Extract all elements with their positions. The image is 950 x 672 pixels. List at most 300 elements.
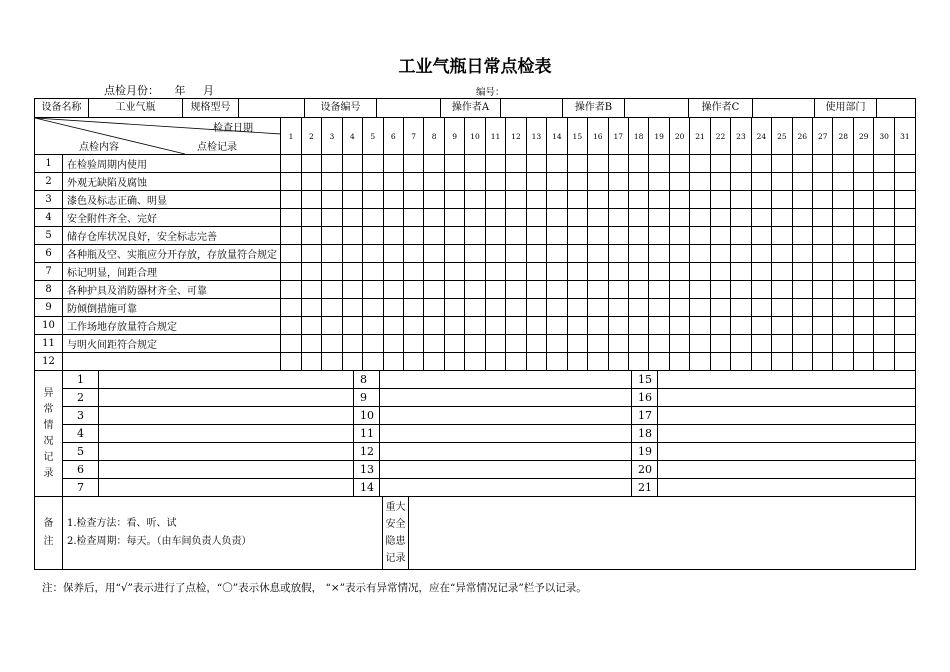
check-cell[interactable] [526, 155, 546, 173]
check-cell[interactable] [342, 227, 362, 245]
check-cell[interactable] [792, 191, 812, 209]
check-cell[interactable] [669, 263, 689, 281]
check-cell[interactable] [710, 173, 730, 191]
check-cell[interactable] [485, 299, 505, 317]
check-cell[interactable] [792, 173, 812, 191]
check-cell[interactable] [690, 173, 710, 191]
check-cell[interactable] [833, 209, 853, 227]
check-cell[interactable] [751, 335, 771, 353]
check-cell[interactable] [710, 317, 730, 335]
check-cell[interactable] [894, 299, 915, 317]
check-cell[interactable] [772, 227, 792, 245]
check-cell[interactable] [772, 155, 792, 173]
check-cell[interactable] [444, 317, 464, 335]
check-cell[interactable] [649, 227, 669, 245]
check-cell[interactable] [567, 263, 587, 281]
check-cell[interactable] [485, 209, 505, 227]
check-cell[interactable] [588, 281, 608, 299]
check-cell[interactable] [669, 281, 689, 299]
check-cell[interactable] [628, 155, 648, 173]
check-cell[interactable] [853, 299, 873, 317]
check-cell[interactable] [710, 155, 730, 173]
check-cell[interactable] [342, 245, 362, 263]
check-cell[interactable] [506, 263, 526, 281]
check-cell[interactable] [301, 245, 321, 263]
check-cell[interactable] [424, 263, 444, 281]
check-cell[interactable] [281, 335, 301, 353]
check-cell[interactable] [628, 353, 648, 371]
check-cell[interactable] [465, 353, 485, 371]
check-cell[interactable] [485, 353, 505, 371]
check-cell[interactable] [485, 317, 505, 335]
check-cell[interactable] [444, 245, 464, 263]
check-cell[interactable] [465, 245, 485, 263]
check-cell[interactable] [792, 353, 812, 371]
check-cell[interactable] [669, 335, 689, 353]
check-cell[interactable] [792, 281, 812, 299]
check-cell[interactable] [485, 263, 505, 281]
check-cell[interactable] [424, 281, 444, 299]
check-cell[interactable] [772, 191, 792, 209]
check-cell[interactable] [588, 155, 608, 173]
abnormal-entry[interactable] [99, 461, 354, 478]
check-cell[interactable] [588, 263, 608, 281]
check-cell[interactable] [813, 173, 833, 191]
check-cell[interactable] [322, 299, 342, 317]
check-cell[interactable] [813, 191, 833, 209]
check-cell[interactable] [547, 299, 567, 317]
abnormal-entry[interactable] [99, 371, 354, 388]
check-cell[interactable] [669, 227, 689, 245]
check-cell[interactable] [690, 227, 710, 245]
check-cell[interactable] [403, 245, 423, 263]
check-cell[interactable] [301, 191, 321, 209]
check-cell[interactable] [649, 299, 669, 317]
check-cell[interactable] [506, 317, 526, 335]
check-cell[interactable] [813, 227, 833, 245]
check-cell[interactable] [363, 299, 383, 317]
check-cell[interactable] [628, 263, 648, 281]
check-cell[interactable] [383, 263, 403, 281]
check-cell[interactable] [465, 227, 485, 245]
check-cell[interactable] [342, 281, 362, 299]
check-cell[interactable] [424, 299, 444, 317]
check-cell[interactable] [588, 245, 608, 263]
abnormal-entry[interactable] [99, 425, 354, 442]
check-cell[interactable] [731, 245, 751, 263]
check-cell[interactable] [669, 299, 689, 317]
check-cell[interactable] [813, 299, 833, 317]
model-value[interactable] [239, 99, 305, 117]
check-cell[interactable] [649, 245, 669, 263]
check-cell[interactable] [772, 335, 792, 353]
abnormal-entry[interactable] [99, 407, 354, 424]
check-cell[interactable] [363, 245, 383, 263]
check-cell[interactable] [894, 317, 915, 335]
check-cell[interactable] [403, 191, 423, 209]
check-cell[interactable] [649, 191, 669, 209]
check-cell[interactable] [690, 245, 710, 263]
operator-c-value[interactable] [753, 99, 815, 117]
check-cell[interactable] [547, 353, 567, 371]
check-cell[interactable] [281, 209, 301, 227]
check-cell[interactable] [342, 191, 362, 209]
check-cell[interactable] [465, 209, 485, 227]
check-cell[interactable] [403, 173, 423, 191]
check-cell[interactable] [628, 227, 648, 245]
check-cell[interactable] [608, 209, 628, 227]
check-cell[interactable] [608, 281, 628, 299]
check-cell[interactable] [628, 281, 648, 299]
check-cell[interactable] [342, 209, 362, 227]
check-cell[interactable] [363, 209, 383, 227]
check-cell[interactable] [383, 281, 403, 299]
check-cell[interactable] [894, 353, 915, 371]
check-cell[interactable] [690, 353, 710, 371]
check-cell[interactable] [383, 299, 403, 317]
abnormal-entry[interactable] [380, 407, 632, 424]
check-cell[interactable] [710, 209, 730, 227]
check-cell[interactable] [547, 173, 567, 191]
check-cell[interactable] [485, 191, 505, 209]
check-cell[interactable] [444, 191, 464, 209]
check-cell[interactable] [628, 191, 648, 209]
abnormal-entry[interactable] [99, 443, 354, 460]
check-cell[interactable] [874, 245, 894, 263]
check-cell[interactable] [485, 245, 505, 263]
check-cell[interactable] [342, 353, 362, 371]
check-cell[interactable] [526, 335, 546, 353]
check-cell[interactable] [813, 245, 833, 263]
check-cell[interactable] [669, 155, 689, 173]
check-cell[interactable] [669, 191, 689, 209]
check-cell[interactable] [465, 317, 485, 335]
check-cell[interactable] [567, 299, 587, 317]
check-cell[interactable] [669, 317, 689, 335]
check-cell[interactable] [506, 281, 526, 299]
abnormal-entry[interactable] [380, 461, 632, 478]
check-cell[interactable] [731, 191, 751, 209]
check-cell[interactable] [403, 317, 423, 335]
check-cell[interactable] [813, 317, 833, 335]
check-cell[interactable] [567, 245, 587, 263]
check-cell[interactable] [772, 173, 792, 191]
check-cell[interactable] [751, 155, 771, 173]
check-cell[interactable] [853, 335, 873, 353]
abnormal-entry[interactable] [99, 479, 354, 496]
check-cell[interactable] [342, 263, 362, 281]
check-cell[interactable] [608, 173, 628, 191]
check-cell[interactable] [833, 299, 853, 317]
check-cell[interactable] [813, 209, 833, 227]
check-cell[interactable] [526, 227, 546, 245]
check-cell[interactable] [874, 299, 894, 317]
abnormal-entry[interactable] [658, 443, 915, 460]
check-cell[interactable] [894, 209, 915, 227]
check-cell[interactable] [588, 317, 608, 335]
check-cell[interactable] [547, 317, 567, 335]
check-cell[interactable] [444, 335, 464, 353]
check-cell[interactable] [669, 353, 689, 371]
abnormal-entry[interactable] [658, 461, 915, 478]
check-cell[interactable] [547, 335, 567, 353]
check-cell[interactable] [322, 245, 342, 263]
check-cell[interactable] [588, 335, 608, 353]
check-cell[interactable] [383, 209, 403, 227]
check-cell[interactable] [710, 245, 730, 263]
check-cell[interactable] [853, 227, 873, 245]
check-cell[interactable] [588, 209, 608, 227]
check-cell[interactable] [772, 299, 792, 317]
check-cell[interactable] [444, 263, 464, 281]
check-cell[interactable] [424, 227, 444, 245]
check-cell[interactable] [731, 263, 751, 281]
check-cell[interactable] [322, 335, 342, 353]
check-cell[interactable] [813, 263, 833, 281]
check-cell[interactable] [465, 155, 485, 173]
check-cell[interactable] [403, 353, 423, 371]
check-cell[interactable] [874, 227, 894, 245]
check-cell[interactable] [588, 191, 608, 209]
check-cell[interactable] [772, 263, 792, 281]
check-cell[interactable] [567, 227, 587, 245]
check-cell[interactable] [547, 155, 567, 173]
check-cell[interactable] [608, 335, 628, 353]
check-cell[interactable] [301, 281, 321, 299]
check-cell[interactable] [731, 299, 751, 317]
check-cell[interactable] [281, 317, 301, 335]
check-cell[interactable] [383, 353, 403, 371]
check-cell[interactable] [813, 353, 833, 371]
check-cell[interactable] [833, 263, 853, 281]
check-cell[interactable] [547, 209, 567, 227]
check-cell[interactable] [506, 227, 526, 245]
abnormal-entry[interactable] [99, 389, 354, 406]
check-cell[interactable] [485, 227, 505, 245]
check-cell[interactable] [465, 263, 485, 281]
check-cell[interactable] [772, 209, 792, 227]
check-cell[interactable] [567, 173, 587, 191]
check-cell[interactable] [322, 155, 342, 173]
check-cell[interactable] [567, 209, 587, 227]
abnormal-entry[interactable] [658, 407, 915, 424]
check-cell[interactable] [506, 335, 526, 353]
check-cell[interactable] [526, 245, 546, 263]
check-cell[interactable] [485, 281, 505, 299]
check-cell[interactable] [403, 227, 423, 245]
check-cell[interactable] [649, 263, 669, 281]
check-cell[interactable] [628, 335, 648, 353]
check-cell[interactable] [363, 317, 383, 335]
check-cell[interactable] [444, 353, 464, 371]
check-cell[interactable] [322, 281, 342, 299]
check-cell[interactable] [526, 299, 546, 317]
check-cell[interactable] [444, 281, 464, 299]
check-cell[interactable] [424, 209, 444, 227]
device-name-value[interactable]: 工业气瓶 [89, 99, 183, 117]
check-cell[interactable] [465, 335, 485, 353]
check-cell[interactable] [710, 299, 730, 317]
check-cell[interactable] [444, 155, 464, 173]
check-cell[interactable] [444, 299, 464, 317]
check-cell[interactable] [894, 263, 915, 281]
check-cell[interactable] [363, 281, 383, 299]
dept-value[interactable] [877, 99, 915, 117]
check-cell[interactable] [792, 227, 812, 245]
check-cell[interactable] [710, 353, 730, 371]
major-hazard-entry[interactable] [409, 497, 915, 569]
check-cell[interactable] [608, 191, 628, 209]
check-cell[interactable] [567, 353, 587, 371]
check-cell[interactable] [608, 155, 628, 173]
check-cell[interactable] [751, 173, 771, 191]
check-cell[interactable] [424, 245, 444, 263]
check-cell[interactable] [853, 353, 873, 371]
check-cell[interactable] [894, 227, 915, 245]
check-cell[interactable] [526, 317, 546, 335]
check-cell[interactable] [751, 317, 771, 335]
check-cell[interactable] [690, 263, 710, 281]
check-cell[interactable] [894, 245, 915, 263]
check-cell[interactable] [690, 299, 710, 317]
check-cell[interactable] [322, 209, 342, 227]
check-cell[interactable] [792, 245, 812, 263]
check-cell[interactable] [608, 227, 628, 245]
check-cell[interactable] [731, 227, 751, 245]
check-cell[interactable] [710, 227, 730, 245]
check-cell[interactable] [322, 317, 342, 335]
check-cell[interactable] [281, 155, 301, 173]
abnormal-entry[interactable] [658, 371, 915, 388]
check-cell[interactable] [588, 173, 608, 191]
check-cell[interactable] [710, 281, 730, 299]
check-cell[interactable] [301, 227, 321, 245]
check-cell[interactable] [608, 263, 628, 281]
check-cell[interactable] [894, 335, 915, 353]
check-cell[interactable] [301, 317, 321, 335]
check-cell[interactable] [853, 281, 873, 299]
check-cell[interactable] [710, 335, 730, 353]
check-cell[interactable] [301, 353, 321, 371]
check-cell[interactable] [669, 245, 689, 263]
check-cell[interactable] [281, 263, 301, 281]
check-cell[interactable] [813, 281, 833, 299]
check-cell[interactable] [874, 155, 894, 173]
check-cell[interactable] [690, 209, 710, 227]
operator-b-value[interactable] [625, 99, 689, 117]
check-cell[interactable] [751, 263, 771, 281]
check-cell[interactable] [363, 263, 383, 281]
check-cell[interactable] [383, 191, 403, 209]
check-cell[interactable] [403, 263, 423, 281]
check-cell[interactable] [833, 281, 853, 299]
check-cell[interactable] [281, 173, 301, 191]
check-cell[interactable] [751, 191, 771, 209]
check-cell[interactable] [813, 335, 833, 353]
check-cell[interactable] [894, 173, 915, 191]
check-cell[interactable] [853, 209, 873, 227]
abnormal-entry[interactable] [380, 443, 632, 460]
check-cell[interactable] [731, 353, 751, 371]
check-cell[interactable] [444, 227, 464, 245]
check-cell[interactable] [874, 335, 894, 353]
check-cell[interactable] [731, 317, 751, 335]
check-cell[interactable] [342, 155, 362, 173]
check-cell[interactable] [731, 335, 751, 353]
check-cell[interactable] [506, 245, 526, 263]
check-cell[interactable] [301, 335, 321, 353]
check-cell[interactable] [506, 155, 526, 173]
check-cell[interactable] [567, 281, 587, 299]
check-cell[interactable] [403, 299, 423, 317]
check-cell[interactable] [649, 155, 669, 173]
check-cell[interactable] [731, 155, 751, 173]
check-cell[interactable] [281, 299, 301, 317]
check-cell[interactable] [342, 317, 362, 335]
check-cell[interactable] [792, 317, 812, 335]
check-cell[interactable] [649, 209, 669, 227]
check-cell[interactable] [424, 317, 444, 335]
check-cell[interactable] [424, 155, 444, 173]
check-cell[interactable] [465, 191, 485, 209]
check-cell[interactable] [281, 245, 301, 263]
check-cell[interactable] [547, 227, 567, 245]
check-cell[interactable] [628, 245, 648, 263]
check-cell[interactable] [485, 155, 505, 173]
check-cell[interactable] [669, 173, 689, 191]
check-cell[interactable] [424, 335, 444, 353]
check-cell[interactable] [281, 353, 301, 371]
check-cell[interactable] [485, 173, 505, 191]
check-cell[interactable] [792, 155, 812, 173]
check-cell[interactable] [485, 335, 505, 353]
abnormal-entry[interactable] [658, 389, 915, 406]
check-cell[interactable] [608, 353, 628, 371]
check-cell[interactable] [281, 281, 301, 299]
check-cell[interactable] [363, 353, 383, 371]
check-cell[interactable] [322, 263, 342, 281]
check-cell[interactable] [363, 191, 383, 209]
check-cell[interactable] [833, 353, 853, 371]
check-cell[interactable] [526, 173, 546, 191]
check-cell[interactable] [444, 209, 464, 227]
check-cell[interactable] [526, 263, 546, 281]
check-cell[interactable] [628, 173, 648, 191]
check-cell[interactable] [874, 191, 894, 209]
check-cell[interactable] [383, 245, 403, 263]
abnormal-entry[interactable] [380, 479, 632, 496]
abnormal-entry[interactable] [380, 389, 632, 406]
check-cell[interactable] [403, 209, 423, 227]
check-cell[interactable] [649, 281, 669, 299]
check-cell[interactable] [833, 245, 853, 263]
check-cell[interactable] [547, 245, 567, 263]
check-cell[interactable] [301, 209, 321, 227]
check-cell[interactable] [383, 335, 403, 353]
check-cell[interactable] [874, 317, 894, 335]
check-cell[interactable] [506, 209, 526, 227]
check-cell[interactable] [424, 353, 444, 371]
check-cell[interactable] [792, 263, 812, 281]
check-cell[interactable] [833, 227, 853, 245]
check-cell[interactable] [731, 173, 751, 191]
check-cell[interactable] [301, 263, 321, 281]
check-cell[interactable] [874, 263, 894, 281]
check-cell[interactable] [628, 299, 648, 317]
check-cell[interactable] [874, 173, 894, 191]
check-cell[interactable] [301, 155, 321, 173]
check-cell[interactable] [894, 155, 915, 173]
